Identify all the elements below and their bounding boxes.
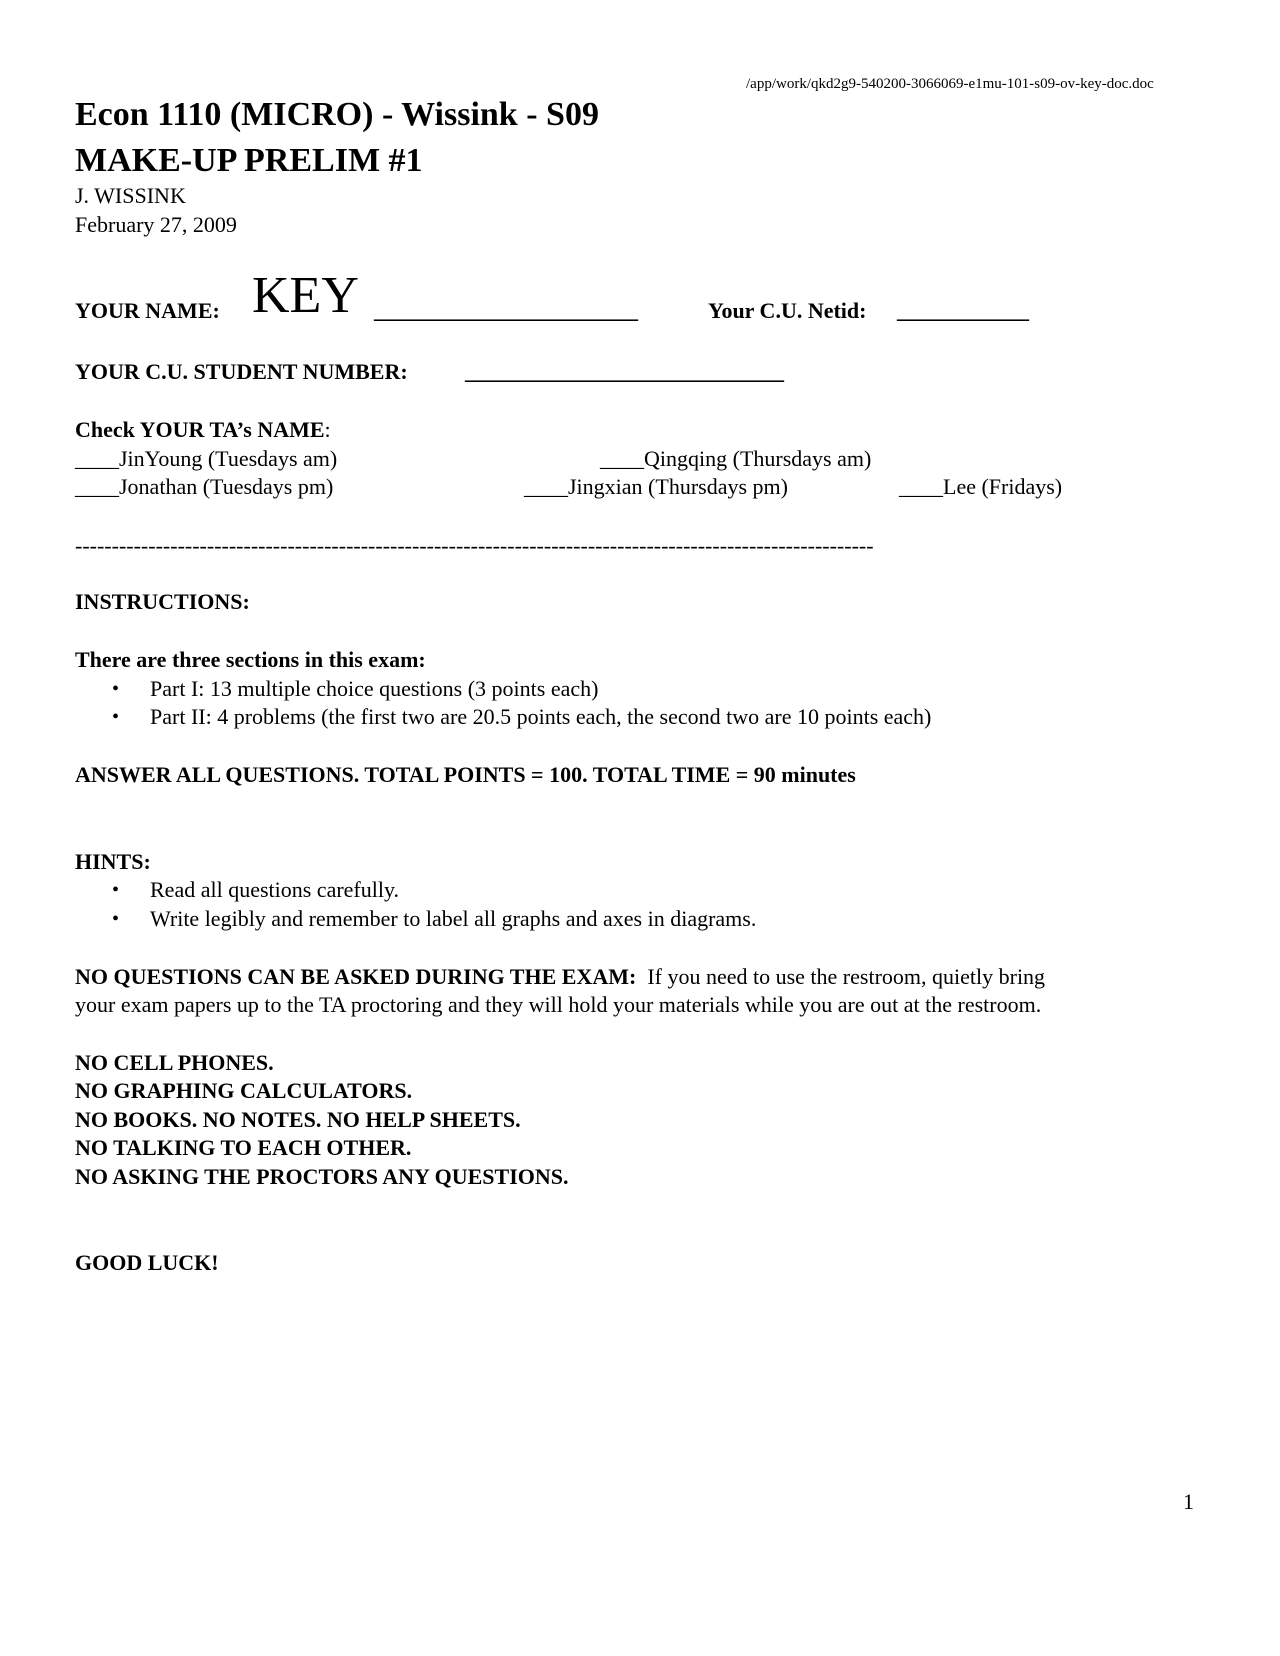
no-questions-line2: your exam papers up to the TA proctoring and they will hold your materials while you are out at the restroom.: [75, 992, 1042, 1017]
bullet-icon: •: [112, 706, 120, 728]
no-questions-line1: [75, 966, 1045, 988]
answer-all-notice: ANSWER ALL QUESTIONS. TOTAL POINTS = 100. TOTAL TIME = 90 minutes: [75, 762, 856, 787]
student-number-blank: _____________________________: [465, 359, 784, 384]
bullet-icon: •: [112, 879, 120, 901]
instruction-item: Part I: 13 multiple choice questions (3 points each): [150, 676, 599, 701]
sections-heading: There are three sections in this exam:: [75, 647, 426, 672]
rule-item: NO GRAPHING CALCULATORS.: [75, 1078, 413, 1103]
author: J. WISSINK: [75, 183, 186, 208]
exam-date: February 27, 2009: [75, 212, 237, 237]
ta-option-lee: ____Lee (Fridays): [899, 474, 1063, 499]
hint-item: Read all questions carefully.: [150, 877, 400, 902]
document-title: Econ 1110 (MICRO) - Wissink - S09: [75, 96, 599, 133]
netid-blank: ____________: [897, 298, 1029, 323]
ta-heading: [75, 419, 331, 441]
ta-heading-colon: :: [324, 417, 331, 442]
name-value: KEY: [252, 267, 359, 324]
ta-heading-bold: Check YOUR TA’s NAME: [75, 417, 325, 442]
no-questions-bold: NO QUESTIONS CAN BE ASKED DURING THE EXAM:: [75, 964, 637, 989]
document-subtitle: MAKE-UP PRELIM #1: [75, 142, 423, 179]
file-path: /app/work/qkd2g9-540200-3066069-e1mu-101-s09-ov-key-doc.doc: [746, 76, 1154, 92]
instructions-heading: INSTRUCTIONS:: [75, 589, 250, 614]
rule-item: NO BOOKS. NO NOTES. NO HELP SHEETS.: [75, 1107, 521, 1132]
bullet-icon: •: [112, 678, 120, 700]
ta-option-jonathan: ____Jonathan (Tuesdays pm): [75, 474, 334, 499]
rule-item: NO ASKING THE PROCTORS ANY QUESTIONS.: [75, 1164, 569, 1189]
instruction-item: Part II: 4 problems (the first two are 20.5 points each, the second two are 10 points each): [150, 704, 932, 729]
rule-item: NO CELL PHONES.: [75, 1050, 274, 1075]
good-luck: GOOD LUCK!: [75, 1250, 219, 1275]
ta-option-jinyoung: ____JinYoung (Tuesdays am): [75, 446, 338, 471]
ta-option-qingqing: ____Qingqing (Thursdays am): [600, 446, 872, 471]
student-number-label: YOUR C.U. STUDENT NUMBER:: [75, 359, 408, 384]
dashed-divider: -------------------------------------------------------------------------------------------------------------: [75, 533, 874, 558]
hint-item: Write legibly and remember to label all graphs and axes in diagrams.: [150, 906, 757, 931]
page-number: 1: [1183, 1489, 1194, 1514]
rule-item: NO TALKING TO EACH OTHER.: [75, 1135, 412, 1160]
no-questions-text1: If you need to use the restroom, quietly bring: [647, 964, 1046, 989]
netid-label: Your C.U. Netid:: [708, 298, 867, 323]
bullet-icon: •: [112, 908, 120, 930]
name-blank: ________________________: [374, 298, 638, 323]
ta-option-jingxian: ____Jingxian (Thursdays pm): [524, 474, 788, 499]
name-label: YOUR NAME:: [75, 298, 220, 323]
hints-heading: HINTS:: [75, 849, 151, 874]
